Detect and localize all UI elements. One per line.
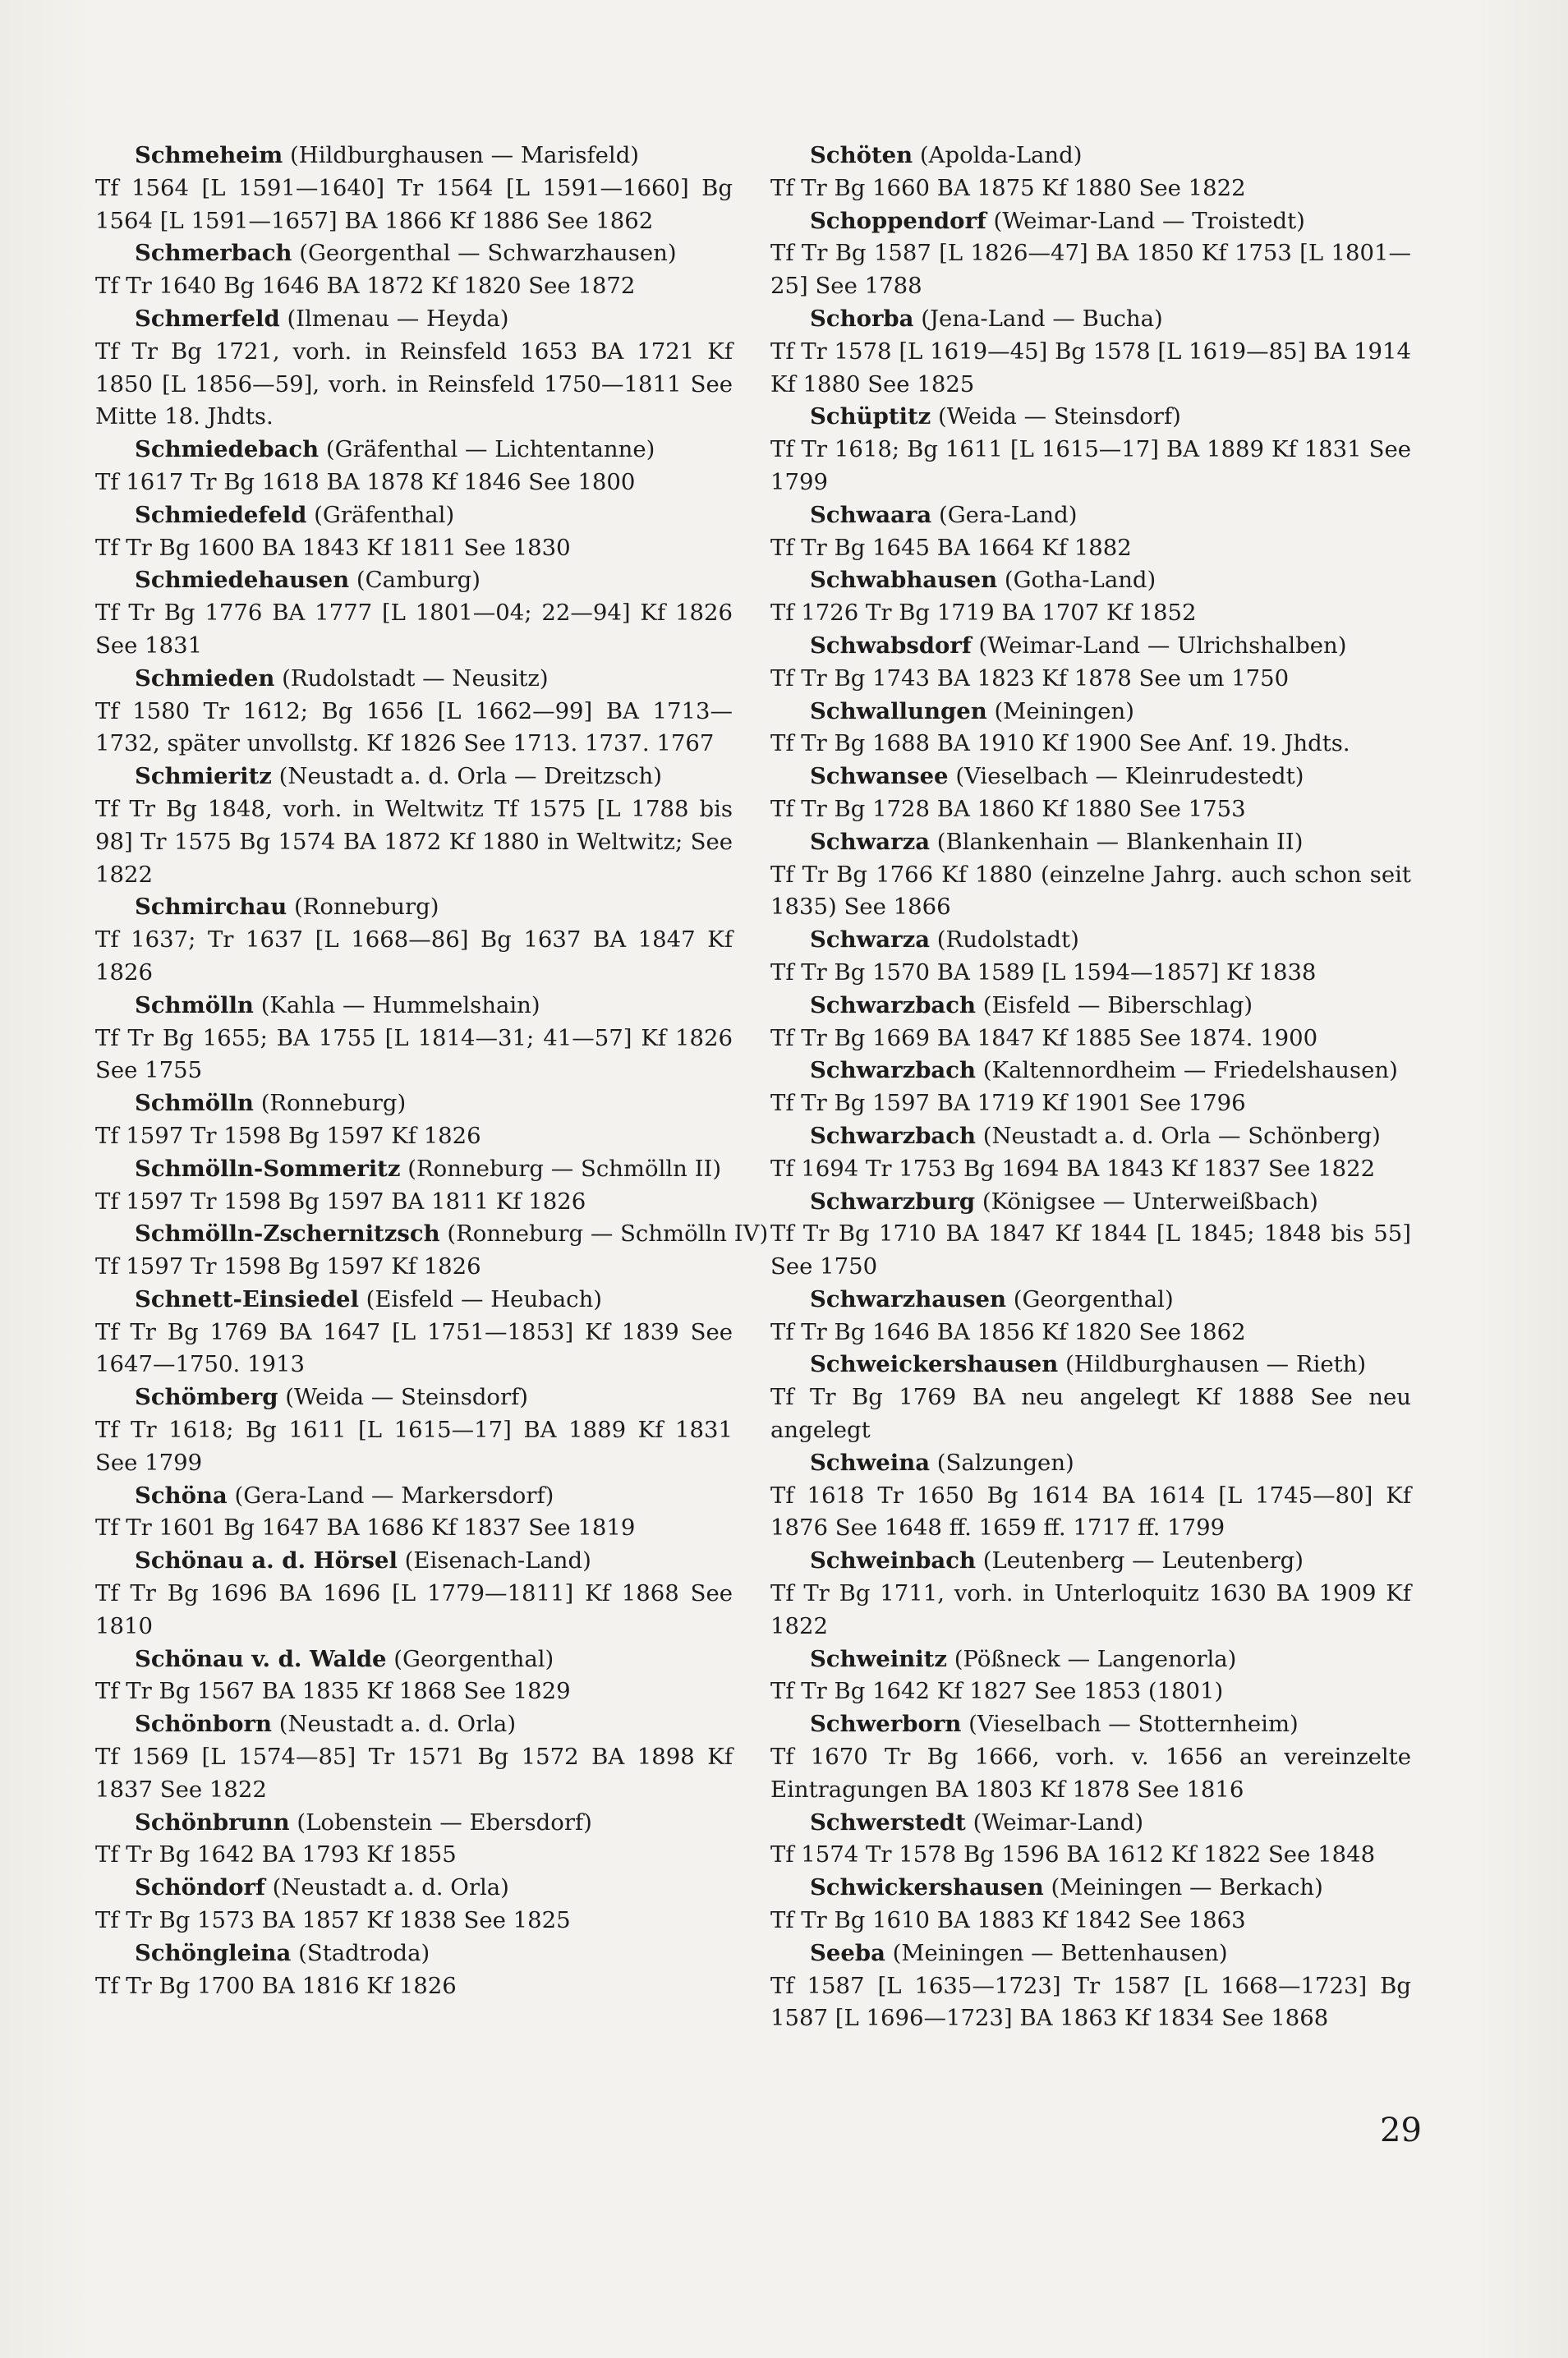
district-reference: (Gera-Land — Markersdorf) [234,1482,554,1509]
register-entry [770,1186,1411,1284]
district-reference: (Ronneburg — Schmölln II) [407,1155,722,1182]
district-reference: (Ilmenau — Heyda) [287,305,509,332]
records-list: Tf Tr 1578 [L 1619—45] Bg 1578 [L 1619—85] BA 1914 Kf 1880 See 1825 [770,338,1411,398]
parish-name: Schwarzbach [810,991,976,1018]
records-list: Tf Tr Bg 1660 BA 1875 Kf 1880 See 1822 [770,174,1246,201]
records-list: Tf Tr Bg 1642 BA 1793 Kf 1855 [95,1841,457,1868]
district-reference: (Jena-Land — Bucha) [921,305,1163,332]
entry-heading [770,761,1411,793]
parish-name: Schömberg [135,1384,278,1411]
district-reference: (Georgenthal) [393,1645,554,1672]
records-list: Tf Tr Bg 1710 BA 1847 Kf 1844 [L 1845; 1848 bis 55] See 1750 [770,1220,1411,1280]
register-entry [95,663,733,761]
register-entry [770,761,1411,826]
register-entry [95,1381,733,1479]
district-reference: (Ronneburg) [260,1090,407,1117]
entry-heading [770,401,1411,434]
entry-heading [95,237,733,270]
register-entry [770,1284,1411,1349]
records-list: Tf Tr Bg 1769 BA neu angelegt Kf 1888 See neu angelegt [770,1384,1411,1444]
parish-name: Schmerbach [135,240,292,267]
district-reference: (Eisfeld — Biberschlag) [982,991,1253,1018]
register-entry [95,1643,733,1709]
records-list: Tf Tr Bg 1600 BA 1843 Kf 1811 See 1830 [95,534,571,561]
records-list: Tf Tr Bg 1573 BA 1857 Kf 1838 See 1825 [95,1907,571,1934]
records-list: Tf Tr Bg 1669 BA 1847 Kf 1885 See 1874. 1900 [770,1024,1318,1051]
register-entry [95,564,733,662]
register-entry [95,237,733,303]
parish-name: Schmölln [135,991,254,1018]
district-reference: (Weida — Steinsdorf) [285,1384,529,1411]
district-reference: (Meiningen — Bettenhausen) [892,1939,1228,1966]
records-list: Tf Tr Bg 1700 BA 1816 Kf 1826 [95,1972,457,1999]
register-entry [770,303,1411,401]
records-list: Tf Tr 1640 Bg 1646 BA 1872 Kf 1820 See 1872 [95,273,636,300]
entry-heading [770,630,1411,663]
register-entry [770,1055,1411,1120]
register-entry [770,140,1411,205]
register-entry [95,990,733,1087]
entry-heading [770,1545,1411,1578]
entry-heading [95,990,733,1023]
parish-name: Schmirchau [135,894,287,921]
parish-name: Schüptitz [810,403,931,430]
page-number: 29 [1380,2112,1422,2149]
parish-name: Schnett-Einsiedel [135,1285,359,1312]
district-reference: (Apolda-Land) [919,142,1083,168]
parish-name: Schmölln [135,1090,254,1117]
records-list: Tf 1580 Tr 1612; Bg 1656 [L 1662—99] BA 1713—1732, später unvollstg. Kf 1826 See 1713. 1737. 1767 [95,697,733,757]
parish-name: Schwarzburg [810,1188,976,1215]
entry-heading [770,696,1411,729]
district-reference: (Eisfeld — Heubach) [366,1285,603,1312]
parish-name: Schmieritz [135,763,272,790]
district-reference: (Kahla — Hummelshain) [260,991,540,1018]
entry-heading [95,434,733,467]
parish-name: Schöna [135,1482,228,1509]
district-reference: (Leutenberg — Leutenberg) [982,1547,1304,1574]
records-list: Tf 1670 Tr Bg 1666, vorh. v. 1656 an vereinzelte Eintragungen BA 1803 Kf 1878 See 1816 [770,1744,1411,1803]
register-entry [95,1087,733,1153]
parish-name: Schorba [810,305,914,332]
records-list: Tf Tr Bg 1728 BA 1860 Kf 1880 See 1753 [770,795,1246,822]
district-reference: (Salzungen) [936,1449,1074,1476]
records-list: Tf 1694 Tr 1753 Bg 1694 BA 1843 Kf 1837 See 1822 [770,1155,1376,1182]
right-column [770,140,1411,2035]
parish-name: Schwarza [810,828,931,855]
records-list: Tf 1597 Tr 1598 Bg 1597 BA 1811 Kf 1826 [95,1188,586,1215]
parish-name: Schmiedehausen [135,567,350,594]
entry-heading [770,564,1411,597]
register-entry [770,630,1411,696]
entry-heading [770,924,1411,957]
district-reference: (Hildburghausen — Rieth) [1065,1351,1367,1378]
entry-heading [770,1807,1411,1840]
register-entry [95,1807,733,1873]
register-entry [95,1153,733,1219]
district-reference: (Gotha-Land) [1004,567,1156,594]
parish-name: Schmiedefeld [135,501,307,528]
entry-heading [770,1120,1411,1153]
parish-name: Schwarza [810,926,931,954]
parish-name: Schwabsdorf [810,632,972,659]
register-entry [770,1545,1411,1643]
entry-heading [770,1186,1411,1219]
records-list: Tf 1726 Tr Bg 1719 BA 1707 Kf 1852 [770,600,1197,627]
district-reference: (Rudolstadt — Neusitz) [282,664,549,692]
entry-heading [95,1153,733,1186]
entry-heading [770,1872,1411,1905]
records-list: Tf 1587 [L 1635—1723] Tr 1587 [L 1668—1723] Bg 1587 [L 1696—1723] BA 1863 Kf 1834 See 1868 [770,1972,1411,2032]
parish-name: Schweinitz [810,1645,947,1672]
parish-name: Schwarzbach [810,1122,976,1149]
register-entry [95,1708,733,1806]
register-entry [770,1708,1411,1806]
register-entry [770,205,1411,303]
entry-heading [770,303,1411,336]
register-entry [770,1937,1411,2035]
district-reference: (Eisenach-Land) [404,1547,591,1574]
district-reference: (Neustadt a. d. Orla — Schönberg) [982,1122,1381,1149]
district-reference: (Weimar-Land — Ulrichshalben) [978,632,1347,659]
left-column [95,140,769,2002]
register-entry [770,1349,1411,1446]
parish-name: Schwerborn [810,1711,962,1738]
register-entry [95,499,733,565]
register-entry [770,401,1411,499]
records-list: Tf Tr Bg 1570 BA 1589 [L 1594—1857] Kf 1838 [770,958,1317,986]
register-entry [770,499,1411,565]
entry-heading [770,1055,1411,1087]
district-reference: (Lobenstein — Ebersdorf) [297,1809,592,1836]
records-list: Tf Tr Bg 1646 BA 1856 Kf 1820 See 1862 [770,1318,1246,1345]
entry-heading [95,1381,733,1414]
district-reference: (Meiningen) [994,697,1134,724]
district-reference: (Weimar-Land) [973,1809,1144,1836]
records-list: Tf 1637; Tr 1637 [L 1668—86] Bg 1637 BA 1847 Kf 1826 [95,926,733,986]
records-list: Tf 1574 Tr 1578 Bg 1596 BA 1612 Kf 1822 See 1848 [770,1841,1376,1868]
register-entry [95,1284,733,1381]
parish-name: Schwerstedt [810,1809,966,1836]
entry-heading [95,1545,733,1578]
records-list: Tf 1618 Tr 1650 Bg 1614 BA 1614 [L 1745—80] Kf 1876 See 1648 ff. 1659 ff. 1717 ff. 1799 [770,1482,1411,1542]
district-reference: (Weida — Steinsdorf) [938,403,1181,430]
register-entry [95,1545,733,1643]
register-entry [770,1120,1411,1186]
entry-heading [770,205,1411,238]
parish-name: Schmieden [135,664,275,692]
district-reference: (Königsee — Unterweißbach) [982,1188,1318,1215]
register-entry [770,564,1411,630]
records-list: Tf Tr Bg 1567 BA 1835 Kf 1868 See 1829 [95,1678,571,1705]
records-list: Tf Tr Bg 1597 BA 1719 Kf 1901 See 1796 [770,1090,1246,1117]
parish-name: Schmölln-Sommeritz [135,1155,401,1182]
district-reference: (Pößneck — Langenorla) [954,1645,1237,1672]
entry-heading [95,1937,733,1970]
register-entry [95,1872,733,1937]
parish-name: Schweickershausen [810,1351,1059,1378]
parish-name: Schönborn [135,1711,272,1738]
parish-name: Schwansee [810,763,949,790]
register-entry [770,826,1411,924]
district-reference: (Gera-Land) [938,501,1078,528]
records-list: Tf Tr Bg 1766 Kf 1880 (einzelne Jahrg. auch schon seit 1835) See 1866 [770,861,1411,921]
parish-name: Schweina [810,1449,931,1476]
register-entry [95,761,733,891]
register-entry [95,434,733,499]
register-entry [770,990,1411,1055]
entry-heading [95,1480,733,1513]
entry-heading [95,140,733,172]
entry-heading [95,303,733,336]
parish-name: Schoppendorf [810,207,986,234]
district-reference: (Ronneburg) [293,894,439,921]
parish-name: Schöngleina [135,1939,292,1966]
entry-heading [95,761,733,793]
records-list: Tf Tr 1618; Bg 1611 [L 1615—17] BA 1889 Kf 1831 See 1799 [95,1417,733,1476]
entry-heading [770,499,1411,532]
parish-name: Schwaara [810,501,932,528]
district-reference: (Camburg) [356,567,481,594]
district-reference: (Rudolstadt) [936,926,1079,954]
district-reference: (Neustadt a. d. Orla) [272,1874,509,1901]
entry-heading [770,1643,1411,1676]
records-list: Tf Tr Bg 1743 BA 1823 Kf 1878 See um 1750 [770,664,1290,692]
records-list: Tf Tr Bg 1642 Kf 1827 See 1853 (1801) [770,1678,1224,1705]
entry-heading [770,1937,1411,1970]
register-entry [770,1447,1411,1545]
records-list: Tf Tr Bg 1769 BA 1647 [L 1751—1853] Kf 1839 See 1647—1750. 1913 [95,1318,733,1378]
entry-heading [95,1643,733,1676]
district-reference: (Vieselbach — Kleinrudestedt) [955,763,1304,790]
entry-heading [95,499,733,532]
district-reference: (Blankenhain — Blankenhain II) [936,828,1304,855]
district-reference: (Hildburghausen — Marisfeld) [289,142,640,168]
records-list: Tf Tr Bg 1721, vorh. in Reinsfeld 1653 BA 1721 Kf 1850 [L 1856—59], vorh. in Reinsfeld 1750—1811 See Mitte 18. Jhdts. [95,338,733,430]
parish-name: Schöten [810,142,913,168]
entry-heading [770,140,1411,172]
register-entry [770,696,1411,761]
entry-heading [770,1349,1411,1381]
records-list: Tf Tr Bg 1696 BA 1696 [L 1779—1811] Kf 1868 See 1810 [95,1580,733,1639]
entry-heading [95,1218,769,1251]
entry-heading [770,1284,1411,1317]
parish-name: Schwickershausen [810,1874,1044,1901]
register-entry [770,1872,1411,1937]
district-reference: (Stadtroda) [298,1939,430,1966]
records-list: Tf Tr Bg 1711, vorh. in Unterloquitz 1630 BA 1909 Kf 1822 [770,1580,1411,1639]
entry-heading [95,1872,733,1905]
entry-heading [95,663,733,696]
records-list: Tf Tr 1601 Bg 1647 BA 1686 Kf 1837 See 1819 [95,1515,636,1542]
parish-name: Schweinbach [810,1547,976,1574]
parish-name: Schöndorf [135,1874,265,1901]
records-list: Tf 1617 Tr Bg 1618 BA 1878 Kf 1846 See 1800 [95,468,636,495]
parish-name: Schwarzhausen [810,1285,1006,1312]
entry-heading [770,990,1411,1023]
records-list: Tf Tr Bg 1776 BA 1777 [L 1801—04; 22—94] Kf 1826 See 1831 [95,600,733,659]
register-entry [95,140,733,237]
entry-heading [95,1087,733,1120]
records-list: Tf Tr Bg 1688 BA 1910 Kf 1900 See Anf. 19. Jhdts. [770,730,1350,757]
entry-heading [770,1447,1411,1480]
parish-name: Schwabhausen [810,567,998,594]
entry-heading [95,564,733,597]
entry-heading [770,1708,1411,1741]
parish-name: Schmölln-Zschernitzsch [135,1220,440,1248]
records-list: Tf 1564 [L 1591—1640] Tr 1564 [L 1591—1660] Bg 1564 [L 1591—1657] BA 1866 Kf 1886 See 1862 [95,174,733,234]
register-entry [770,1807,1411,1873]
parish-name: Schmeheim [135,142,283,168]
parish-name: Schwarzbach [810,1057,976,1084]
district-reference: (Georgenthal) [1013,1285,1174,1312]
records-list: Tf Tr Bg 1655; BA 1755 [L 1814—31; 41—57] Kf 1826 See 1755 [95,1024,733,1084]
register-entry [95,303,733,434]
register-entry [95,1218,769,1284]
district-reference: (Neustadt a. d. Orla) [278,1711,517,1738]
parish-name: Schönbrunn [135,1809,290,1836]
district-reference: (Kaltennordheim — Friedelshausen) [982,1057,1398,1084]
register-entry [770,1643,1411,1709]
entry-heading [95,891,733,924]
parish-name: Schwallungen [810,697,987,724]
records-list: Tf Tr Bg 1610 BA 1883 Kf 1842 See 1863 [770,1907,1246,1934]
records-list: Tf 1569 [L 1574—85] Tr 1571 Bg 1572 BA 1898 Kf 1837 See 1822 [95,1744,733,1803]
parish-name: Schmerfeld [135,305,280,332]
records-list: Tf 1597 Tr 1598 Bg 1597 Kf 1826 [95,1122,481,1149]
district-reference: (Gräfenthal — Lichtentanne) [325,436,655,463]
district-reference: (Gräfenthal) [314,501,455,528]
register-entry [95,1937,733,2003]
entry-heading [95,1807,733,1840]
register-entry [95,1480,733,1546]
entry-heading [770,826,1411,859]
records-list: Tf Tr Bg 1848, vorh. in Weltwitz Tf 1575 [L 1788 bis 98] Tr 1575 Bg 1574 BA 1872 Kf 1880 in Weltwitz; See 1822 [95,795,733,888]
district-reference: (Vieselbach — Stotternheim) [968,1711,1299,1738]
parish-name: Schönau v. d. Walde [135,1645,387,1672]
parish-name: Schönau a. d. Hörsel [135,1547,398,1574]
district-reference: (Neustadt a. d. Orla — Dreitzsch) [278,763,662,790]
register-entry [770,924,1411,990]
district-reference: (Ronneburg — Schmölln IV) [447,1220,769,1248]
register-entry [95,891,733,989]
records-list: Tf Tr Bg 1587 [L 1826—47] BA 1850 Kf 1753 [L 1801—25] See 1788 [770,240,1411,300]
district-reference: (Meiningen — Berkach) [1051,1874,1323,1901]
parish-name: Schmiedebach [135,436,320,463]
records-list: Tf Tr Bg 1645 BA 1664 Kf 1882 [770,534,1132,561]
district-reference: (Weimar-Land — Troistedt) [993,207,1305,234]
entry-heading [95,1708,733,1741]
records-list: Tf 1597 Tr 1598 Bg 1597 Kf 1826 [95,1253,481,1280]
parish-name: Seeba [810,1939,885,1966]
entry-heading [95,1284,733,1317]
records-list: Tf Tr 1618; Bg 1611 [L 1615—17] BA 1889 Kf 1831 See 1799 [770,436,1411,495]
district-reference: (Georgenthal — Schwarzhausen) [299,240,677,267]
